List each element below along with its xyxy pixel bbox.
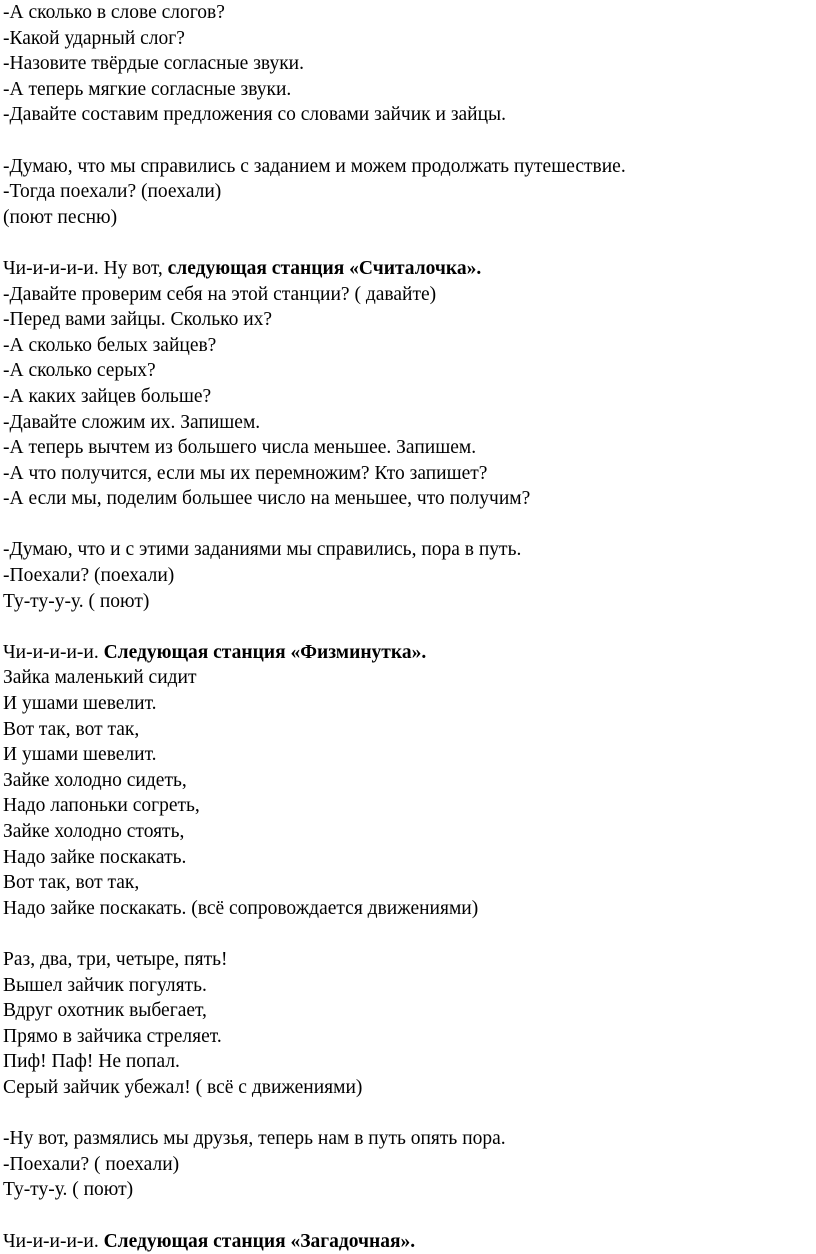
text-line: -Тогда поехали? (поехали) bbox=[3, 179, 816, 205]
text-line: -А что получится, если мы их перемножим? Кто запишет? bbox=[3, 461, 816, 487]
text-line: -А теперь вычтем из большего числа меньшее. Запишем. bbox=[3, 435, 816, 461]
counting-rhyme-poem bbox=[3, 947, 816, 1101]
poem-line: Вышел зайчик погулять. bbox=[3, 973, 816, 999]
poem-line: Зайке холодно стоять, bbox=[3, 819, 816, 845]
station-title: Следующая станция «Физминутка». bbox=[104, 642, 427, 663]
station-prefix: Чи-и-и-и-и. bbox=[3, 1231, 104, 1252]
station-heading-riddles bbox=[3, 1229, 816, 1254]
poem-line: Вот так, вот так, bbox=[3, 717, 816, 743]
paragraph-spacer bbox=[3, 921, 816, 947]
text-line: -А каких зайцев больше? bbox=[3, 384, 816, 410]
text-line: -А если мы, поделим большее число на меньшее, что получим? bbox=[3, 486, 816, 512]
text-line: -А теперь мягкие согласные звуки. bbox=[3, 77, 816, 103]
counting-tasks-block bbox=[3, 282, 816, 512]
station-title: следующая станция «Считалочка». bbox=[168, 258, 482, 279]
poem-line: Надо зайке поскакать. bbox=[3, 845, 816, 871]
station-prefix: Чи-и-и-и-и. Ну вот, bbox=[3, 258, 168, 279]
paragraph-spacer bbox=[3, 1101, 816, 1127]
text-line: -Думаю, что мы справились с заданием и можем продолжать путешествие. bbox=[3, 154, 816, 180]
text-line: -А сколько серых? bbox=[3, 358, 816, 384]
poem-line: И ушами шевелит. bbox=[3, 691, 816, 717]
station-title: Следующая станция «Загадочная». bbox=[104, 1231, 416, 1252]
station-heading-exercise bbox=[3, 640, 816, 666]
paragraph-spacer bbox=[3, 230, 816, 256]
second-departure-block bbox=[3, 1126, 816, 1203]
station-prefix: Чи-и-и-и-и. bbox=[3, 642, 104, 663]
poem-line: Надо зайке поскакать. (всё сопровождается движениями) bbox=[3, 896, 816, 922]
station-heading-counting bbox=[3, 256, 816, 282]
text-line: -Какой ударный слог? bbox=[3, 26, 816, 52]
text-line: -Ну вот, размялись мы друзья, теперь нам в путь опять пора. bbox=[3, 1126, 816, 1152]
continue-journey-block bbox=[3, 154, 816, 231]
text-line: Ту-ту-у. ( поют) bbox=[3, 1177, 816, 1203]
text-line: Ту-ту-у-у. ( поют) bbox=[3, 589, 816, 615]
poem-line: Прямо в зайчика стреляет. bbox=[3, 1024, 816, 1050]
text-line: -Давайте сложим их. Запишем. bbox=[3, 410, 816, 436]
poem-line: Раз, два, три, четыре, пять! bbox=[3, 947, 816, 973]
poem-line: И ушами шевелит. bbox=[3, 742, 816, 768]
departure-block bbox=[3, 537, 816, 614]
poem-line: Зайка маленький сидит bbox=[3, 665, 816, 691]
poem-line: Вдруг охотник выбегает, bbox=[3, 998, 816, 1024]
paragraph-spacer bbox=[3, 1203, 816, 1229]
paragraph-spacer bbox=[3, 614, 816, 640]
text-line: -Перед вами зайцы. Сколько их? bbox=[3, 307, 816, 333]
text-line: -Думаю, что и с этими заданиями мы справились, пора в путь. bbox=[3, 537, 816, 563]
questions-block bbox=[3, 0, 816, 128]
text-line: (поют песню) bbox=[3, 205, 816, 231]
text-line: -Назовите твёрдые согласные звуки. bbox=[3, 51, 816, 77]
poem-line: Вот так, вот так, bbox=[3, 870, 816, 896]
poem-line: Серый зайчик убежал! ( всё с движениями) bbox=[3, 1075, 816, 1101]
poem-line: Зайке холодно сидеть, bbox=[3, 768, 816, 794]
text-line: -А сколько белых зайцев? bbox=[3, 333, 816, 359]
text-line: -Давайте составим предложения со словами зайчик и зайцы. bbox=[3, 102, 816, 128]
poem-line: Пиф! Паф! Не попал. bbox=[3, 1049, 816, 1075]
poem-line: Надо лапоньки согреть, bbox=[3, 793, 816, 819]
paragraph-spacer bbox=[3, 512, 816, 538]
text-line: -Поехали? (поехали) bbox=[3, 563, 816, 589]
text-line: -Давайте проверим себя на этой станции? ( давайте) bbox=[3, 282, 816, 308]
text-line: -А сколько в слове слогов? bbox=[3, 0, 816, 26]
exercise-poem bbox=[3, 665, 816, 921]
text-line: -Поехали? ( поехали) bbox=[3, 1152, 816, 1178]
paragraph-spacer bbox=[3, 128, 816, 154]
